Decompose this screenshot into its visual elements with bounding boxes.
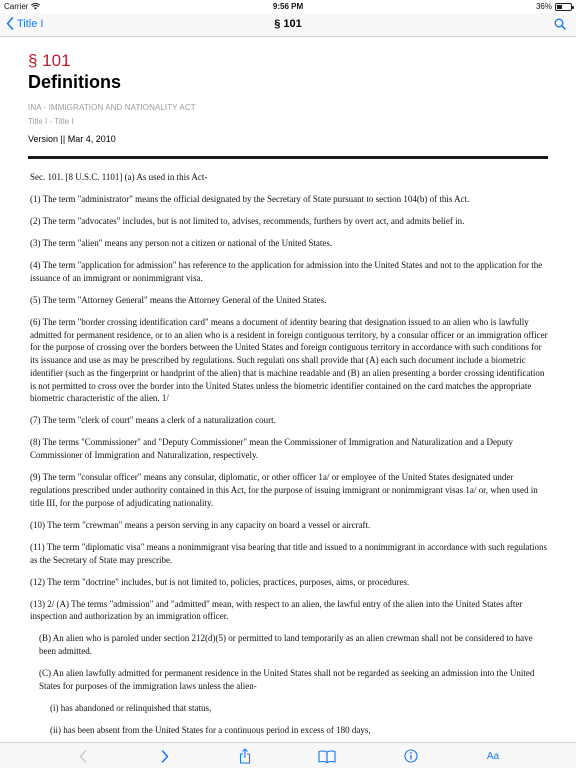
paragraph: (11) The term "diplomatic visa" means a nonimmigrant visa bearing that title and issued to a nonimmigrant in accordance with such regulations as the Secretary of State may prescribe. [30,541,547,565]
search-icon [554,18,566,30]
back-button[interactable] [6,17,44,30]
paragraph: (4) The term "application for admission" has reference to the application for admission into the United States and not to the application for the issuance of an immigrant or nonimmigrant visa. [30,259,543,283]
bookmarks-icon [318,750,336,763]
paragraph: (6) The term "border crossing identification card" means a document of identity bearing that designation issued to an alien who is lawfully admitted for permanent residence, or to an alien who is a resident in foreign contiguous territory, by a consular officer or an immigration officer for the purpose of crossing over the borders between the United States and foreign contiguous territory in accordance with such conditions for its issuance and use as may be prescribed by regulations. Such regulati ons shall provide that (A) each such document include a biometric identifier (such as the fingerprint or handprint of the alien) that is machine readable and (B) an alien presenting a border crossing identification is not permitted to cross over the border into the United States unless the biometric identifier contained on the card matches the appropriate biometric characteristic of the alien. 1/ [30,316,548,404]
carrier-label: Carrier [4,2,29,11]
status-time: 9:56 PM [272,2,304,11]
bottom-toolbar [0,742,576,768]
navigation-bar [0,13,576,37]
section-number: § 101 [28,51,71,70]
next-section-button[interactable] [156,747,174,765]
bookmarks-button[interactable] [316,747,338,765]
paragraph: (i) has abandoned or relinquished that status, [50,702,212,713]
paragraph: (7) The term "clerk of court" means a clerk of a naturalization court. [30,415,276,426]
battery-indicator [536,2,572,11]
act-name: INA - IMMIGRATION AND NATIONALITY ACT [28,103,196,112]
paragraph: (5) The term "Attorney General" means the Attorney General of the United States. [30,294,327,305]
battery-fill [557,5,562,9]
paragraph: (9) The term "consular officer" means any consular, diplomatic, or other officer 1a/ or employee of the United States designated under regulations prescribed under authority contained in this Act, for the purpose of issuing immigrant or nonimmigrant visas 1a/ or, when used in title III, for the purpose of adjudicating nationality. [30,472,538,508]
status-bar [0,0,576,13]
next-icon [161,750,169,763]
battery-icon [555,3,572,11]
battery-percent: 36% [535,2,552,11]
info-button[interactable] [402,747,420,765]
text-size-button[interactable]: Aa [486,750,500,762]
share-button[interactable] [236,747,254,765]
document-content[interactable] [0,38,576,742]
version-info: Version || Mar 4, 2010 [28,134,116,144]
previous-icon [79,750,87,763]
title-path: Title I - Title I [28,117,74,126]
section-title: Definitions [28,72,121,92]
nav-title: § 101 [274,18,302,30]
back-chevron-icon [6,17,14,30]
paragraph: (3) The term "alien" means any person not a citizen or national of the United States. [30,237,333,248]
paragraph: (12) The term "doctrine" includes, but is not limited to, policies, practices, purposes, aims, or procedures. [30,576,410,587]
section-header [0,38,576,144]
back-button-label: Title I [17,17,44,30]
paragraph: (ii) has been absent from the United States for a continuous period in excess of 180 days, [50,724,371,735]
info-icon [404,749,418,763]
paragraph: (13) 2/ (A) The terms "admission" and "admitted" mean, with respect to an alien, the lawful entry of the alien into the United States after inspection and authorization by an immigration officer. [30,598,523,622]
paragraph: (2) The term "advocates" includes, but is not limited to, advises, recommends, furthers by overt act, and admits belief in. [30,215,465,226]
paragraph: Sec. 101. [8 U.S.C. 1101] (a) As used in this Act- [30,172,208,182]
previous-section-button[interactable] [74,747,92,765]
search-button[interactable] [554,17,566,35]
paragraph: (B) An alien who is paroled under section 212(d)(5) or permitted to land temporarily as an alien crewman shall not be considered to have been admitted. [39,633,533,657]
section-body [0,159,576,759]
paragraph: (1) The term "administrator" means the official designated by the Secretary of State pursuant to section 104(b) of this Act. [30,193,470,204]
paragraph: (8) The terms "Commissioner" and "Deputy Commissioner" mean the Commissioner of Immigration and Naturalization and a Deputy Commissioner of Immigration and Naturalization, respectively. [30,437,513,461]
paragraph: (10) The term "crewman" means a person serving in any capacity on board a vessel or aircraft. [30,519,371,530]
share-icon [239,748,251,764]
paragraph: (C) An alien lawfully admitted for permanent residence in the United States shall not be regarded as seeking an admission into the United States for purposes of the immigration laws unless the alien- [39,668,535,691]
